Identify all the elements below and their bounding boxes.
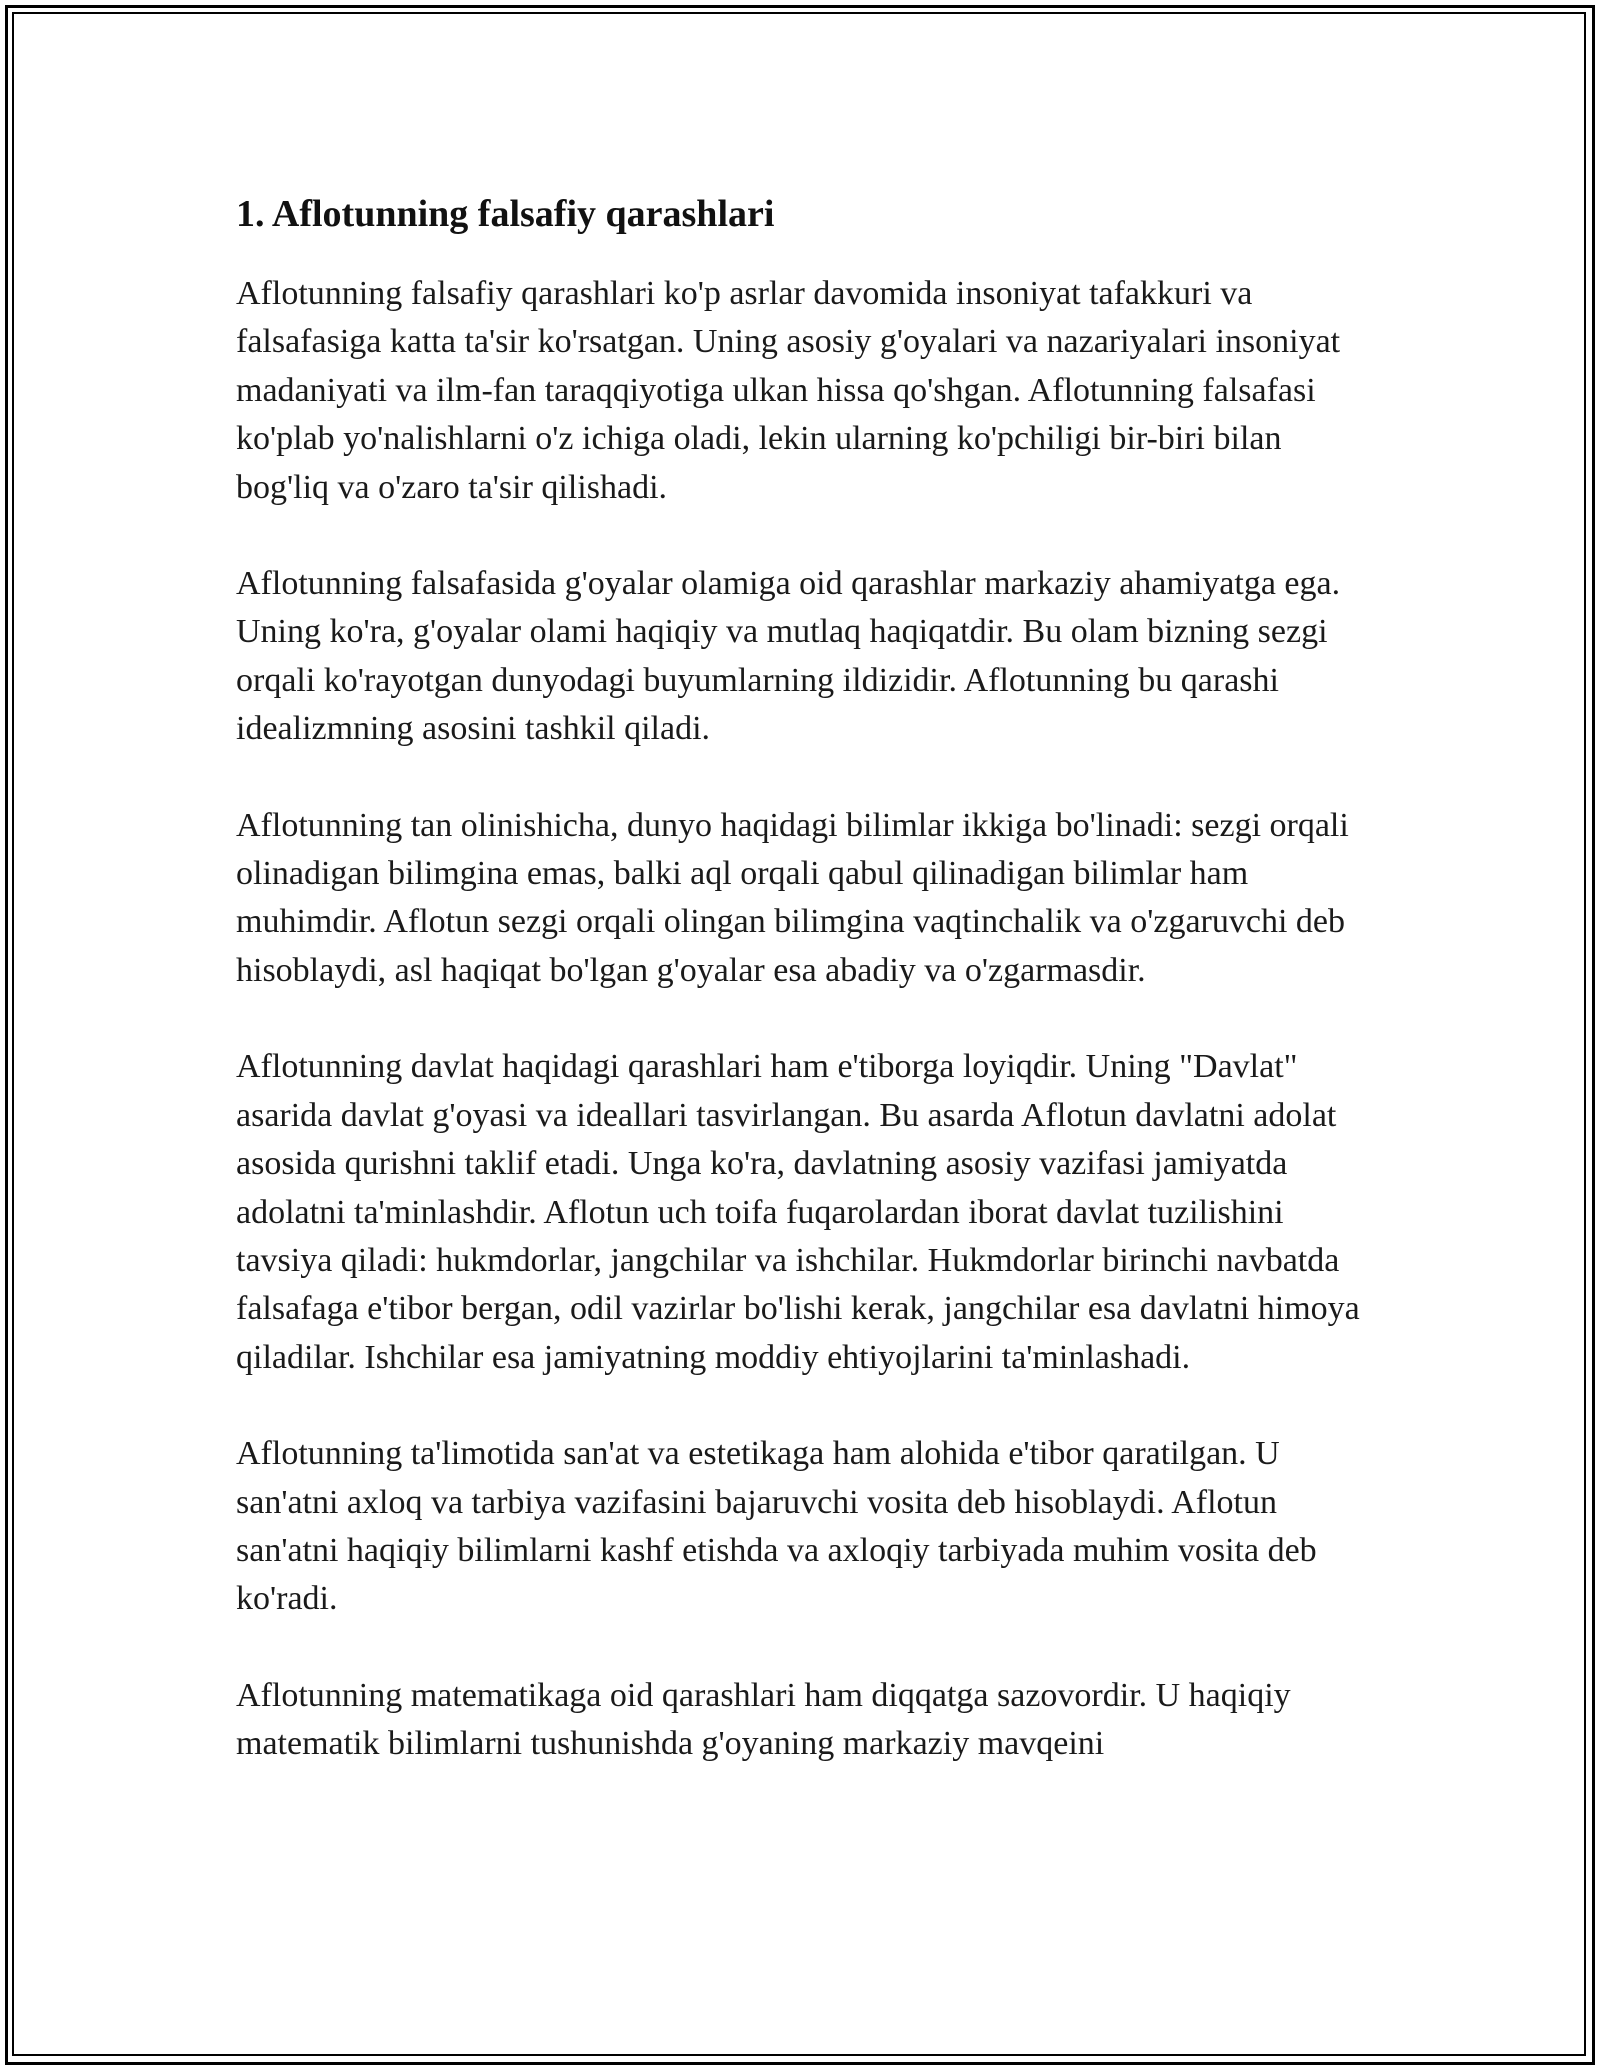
paragraph-4: Aflotunning davlat haqidagi qarashlari ham e'tiborga loyiqdir. Uning "Davlat" asarida davlat g'oyasi va ideallari tasvirlangan. Bu asarda Aflotun davlatni adolat asosida qurishni taklif etadi. Unga ko'ra, davlatning asosiy vazifasi jamiyatda adolatni ta'minlashdir. Aflotun uch toifa fuqarolardan iborat davlat tuzilishini tavsiya qiladi: hukmdorlar, jangchilar va ishchilar. Hukmdorlar birinchi navbatda falsafaga e'tibor bergan, odil vazirlar bo'lishi kerak, jangchilar esa davlatni himoya qiladilar. Ishchilar esa jamiyatning moddiy ehtiyojlarini ta'minlashadi. — [236, 1048, 1360, 1376]
paragraph-1: Aflotunning falsafiy qarashlari ko'p asrlar davomida insoniyat tafakkuri va falsafasiga katta ta'sir ko'rsatgan. Uning asosiy g'oyalari va nazariyalari insoniyat madaniyati va ilm-fan taraqqiyotiga ulkan hissa qo'shgan. Aflotunning falsafasi ko'plab yo'nalishlarni o'z ichiga oladi, lekin ularning ko'pchiligi bir-biri bilan bog'liq va o'zaro ta'sir qilishadi. — [236, 275, 1341, 506]
paragraph-6: Aflotunning matematikaga oid qarashlari ham diqqatga sazovordir. U haqiqiy matematik bilimlarni tushunishda g'oyaning markaziy mavqeini — [236, 1676, 1291, 1763]
paragraph-2: Aflotunning falsafasida g'oyalar olamiga oid qarashlar markaziy ahamiyatga ega. Uning ko'ra, g'oyalar olami haqiqiy va mutlaq haqiqatdir. Bu olam bizning sezgi orqali ko'rayotgan dunyodagi buyumlarning ildizidir. Aflotunning bu qarashi idealizmning asosini tashkil qiladi. — [236, 565, 1341, 748]
paragraph-5: Aflotunning ta'limotida san'at va estetikaga ham alohida e'tibor qaratilgan. U san'atni axloq va tarbiya vazifasini bajaruvchi vosita deb hisoblaydi. Aflotun san'atni haqiqiy bilimlarni kashf etishda va axloqiy tarbiyada muhim vosita deb ko'radi. — [236, 1435, 1317, 1618]
paragraph-3: Aflotunning tan olinishicha, dunyo haqidagi bilimlar ikkiga bo'linadi: sezgi orqali olinadigan bilimgina emas, balki aql orqali qabul qilinadigan bilimlar ham muhimdir. Aflotun sezgi orqali olingan bilimgina vaqtinchalik va o'zgaruvchi deb hisoblaydi, asl haqiqat bo'lgan g'oyalar esa abadiy va o'zgarmasdir. — [236, 806, 1349, 989]
document-body — [236, 186, 1368, 1817]
page-title: 1. Aflotunning falsafiy qarashlari — [236, 193, 775, 235]
